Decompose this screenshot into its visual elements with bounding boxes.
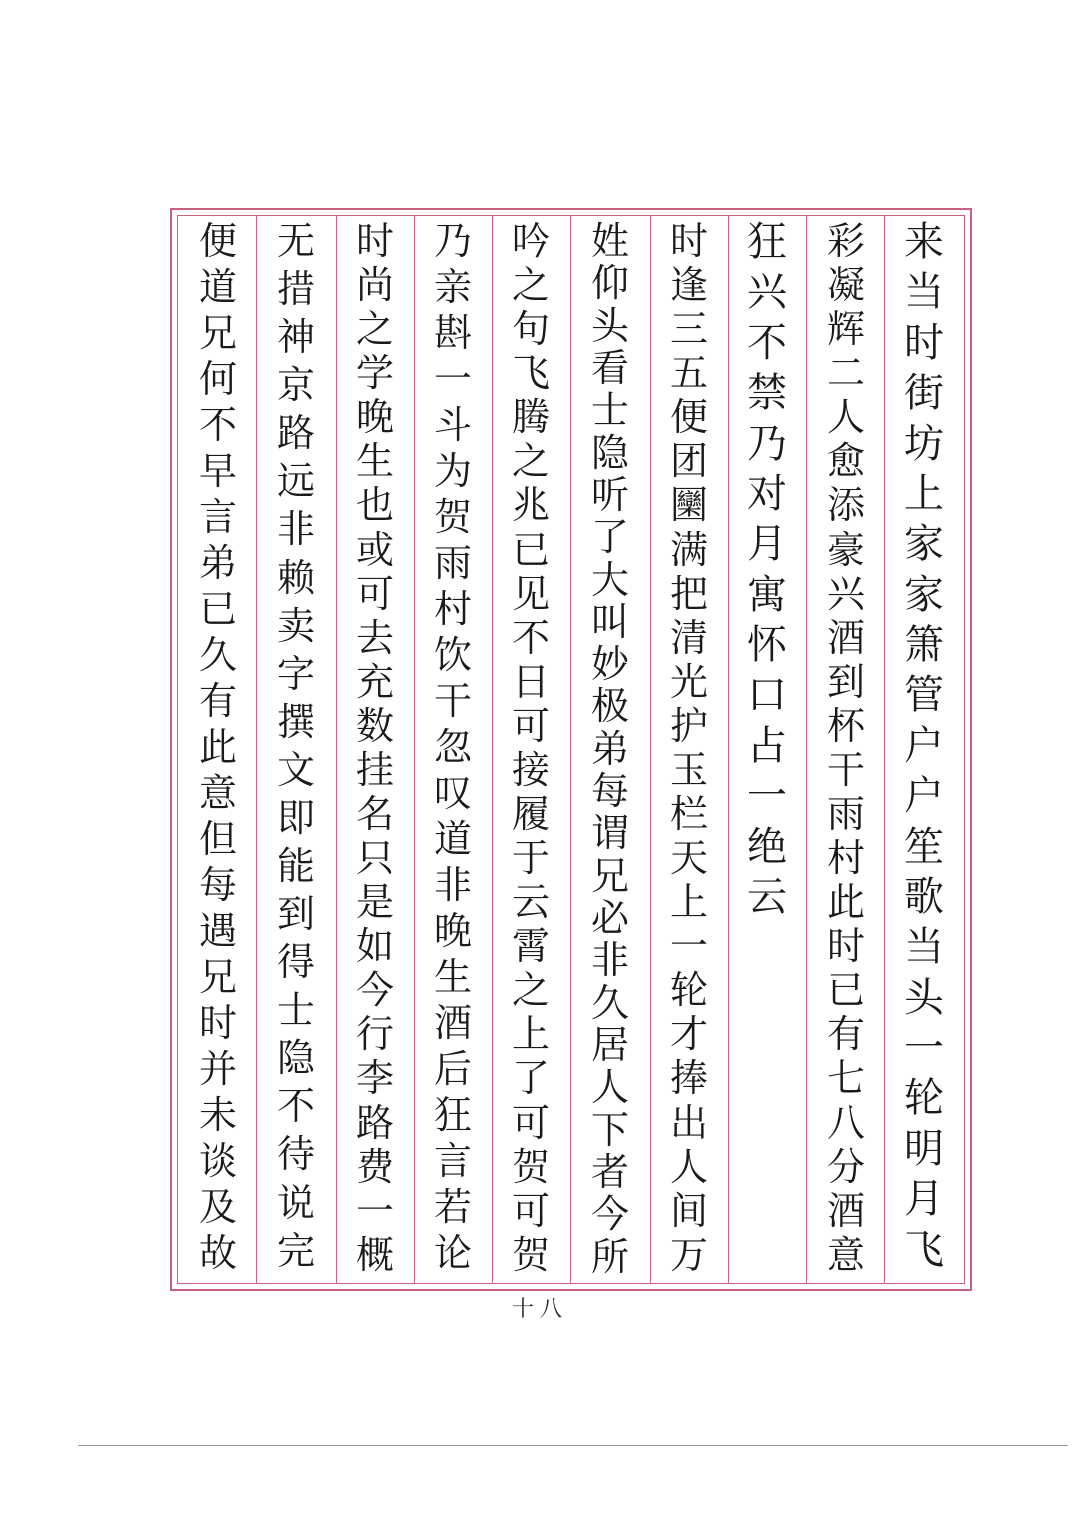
character: 极 [590, 684, 629, 729]
character: 三 [669, 307, 708, 352]
character: 万 [669, 1232, 708, 1277]
character: 也 [355, 483, 394, 528]
character: 凝 [826, 263, 865, 308]
character: 斟 [433, 311, 472, 355]
character: 兴 [826, 571, 865, 616]
character: 飞 [511, 351, 550, 396]
text-column-9 [261, 219, 331, 1280]
character: 卖 [276, 603, 315, 648]
character: 路 [276, 411, 315, 456]
character: 一 [747, 773, 787, 820]
character: 人 [590, 1065, 629, 1110]
character: 饮 [433, 633, 472, 677]
text-column-4 [654, 219, 724, 1280]
character: 叫 [590, 599, 629, 644]
character: 已 [511, 527, 550, 572]
character: 未 [198, 1093, 237, 1137]
text-column-10 [183, 219, 253, 1280]
character: 逢 [669, 263, 708, 308]
character: 接 [511, 747, 550, 792]
character: 如 [355, 924, 394, 969]
character: 贺 [511, 1232, 550, 1277]
character: 当 [904, 924, 944, 971]
character: 栏 [669, 792, 708, 837]
character: 大 [590, 557, 629, 602]
character: 狂 [433, 1093, 472, 1137]
character: 便 [669, 395, 708, 440]
character: 一 [904, 1025, 944, 1071]
character: 到 [826, 659, 865, 704]
character: 妙 [590, 642, 629, 687]
character: 为 [433, 449, 472, 493]
character: 时 [826, 924, 865, 969]
character: 兄 [198, 311, 237, 355]
character: 禁 [747, 370, 787, 417]
character: 添 [826, 483, 865, 528]
character: 说 [276, 1180, 315, 1225]
character: 者 [590, 1149, 629, 1194]
character: 久 [198, 633, 237, 677]
character: 所 [590, 1234, 629, 1279]
character: 干 [433, 679, 472, 723]
page-number: 十八 [511, 1297, 568, 1322]
character: 远 [276, 459, 315, 504]
character: 酒 [433, 1001, 472, 1045]
character: 措 [276, 267, 315, 312]
character: 便 [198, 219, 237, 263]
character: 并 [198, 1047, 237, 1091]
character: 霄 [511, 924, 550, 969]
character: 户 [904, 773, 944, 820]
text-column-7 [418, 219, 488, 1280]
character: 上 [511, 1012, 550, 1057]
character: 分 [826, 1144, 865, 1189]
character: 待 [276, 1132, 315, 1177]
character: 谓 [590, 811, 629, 856]
character: 捧 [669, 1056, 708, 1101]
character: 名 [355, 792, 394, 837]
character: 但 [198, 817, 237, 861]
character: 能 [276, 844, 315, 889]
bottom-rule [78, 1445, 1068, 1446]
character: 叹 [433, 771, 472, 815]
character: 每 [198, 863, 237, 907]
character: 可 [511, 1100, 550, 1145]
column-divider [650, 216, 651, 1283]
character: 酒 [826, 615, 865, 660]
character: 兆 [511, 483, 550, 528]
character: 已 [198, 587, 237, 631]
character: 月 [747, 521, 787, 568]
character: 彩 [826, 219, 865, 263]
character: 履 [511, 792, 550, 837]
character: 团 [669, 439, 708, 484]
character: 早 [198, 449, 237, 493]
character: 对 [747, 470, 787, 517]
character: 人 [826, 395, 865, 440]
character: 学 [355, 351, 394, 396]
character: 忽 [433, 725, 472, 769]
character: 天 [669, 836, 708, 881]
character: 是 [355, 880, 394, 925]
character: 生 [355, 439, 394, 484]
character: 数 [355, 703, 394, 748]
character: 何 [198, 357, 237, 401]
character: 及 [198, 1185, 237, 1229]
character: 雨 [433, 541, 472, 585]
character: 之 [355, 307, 394, 352]
character: 户 [904, 722, 944, 769]
character: 清 [669, 615, 708, 660]
character: 兴 [747, 269, 787, 316]
character: 时 [355, 219, 394, 263]
character: 文 [276, 747, 315, 792]
character: 后 [433, 1047, 472, 1091]
character: 李 [355, 1056, 394, 1101]
character: 今 [590, 1192, 629, 1237]
character: 头 [590, 303, 629, 348]
character: 挂 [355, 747, 394, 792]
character: 不 [198, 403, 237, 447]
character: 隐 [590, 430, 629, 475]
character: 必 [590, 896, 629, 940]
character: 占 [747, 722, 787, 769]
character: 赖 [276, 555, 315, 600]
character: 晚 [433, 909, 472, 953]
character: 非 [433, 863, 472, 907]
character: 时 [669, 219, 708, 263]
character: 下 [590, 1107, 629, 1152]
character: 意 [198, 771, 237, 815]
character: 尚 [355, 263, 394, 308]
character: 言 [198, 495, 237, 539]
character: 日 [511, 659, 550, 704]
character: 来 [904, 219, 944, 265]
character: 村 [433, 587, 472, 631]
character: 姓 [590, 219, 629, 263]
character: 完 [276, 1228, 315, 1273]
character: 兄 [198, 955, 237, 999]
character: 明 [904, 1125, 944, 1172]
text-column-6 [496, 219, 566, 1280]
character: 飞 [904, 1226, 944, 1273]
character: 时 [904, 319, 944, 366]
character: 路 [355, 1100, 394, 1145]
character: 可 [511, 1188, 550, 1233]
character: 箫 [904, 622, 944, 668]
character: 八 [826, 1100, 865, 1145]
character: 笙 [904, 823, 944, 870]
character: 道 [433, 817, 472, 861]
character: 上 [904, 470, 944, 517]
column-divider [884, 216, 885, 1283]
character: 把 [669, 571, 708, 616]
character: 当 [904, 269, 944, 316]
character: 不 [511, 615, 550, 660]
character: 云 [511, 880, 550, 925]
character: 斗 [433, 403, 472, 447]
character: 论 [433, 1231, 472, 1275]
character: 得 [276, 940, 315, 985]
character: 此 [826, 880, 865, 925]
character: 非 [276, 507, 315, 552]
character: 人 [669, 1144, 708, 1189]
character: 头 [904, 974, 944, 1021]
character: 隐 [276, 1036, 315, 1081]
character: 一 [355, 1188, 394, 1233]
character: 雨 [826, 792, 865, 837]
character: 时 [198, 1001, 237, 1045]
column-divider [806, 216, 807, 1283]
character: 有 [826, 1012, 865, 1057]
character: 每 [590, 769, 629, 814]
character: 居 [590, 1022, 629, 1067]
character: 出 [669, 1100, 708, 1145]
character: 光 [669, 659, 708, 704]
character: 看 [590, 345, 629, 390]
character: 乃 [433, 219, 472, 263]
column-divider [414, 216, 415, 1283]
character: 弟 [198, 541, 237, 585]
character: 管 [904, 672, 944, 719]
character: 听 [590, 472, 629, 517]
column-divider [256, 216, 257, 1283]
character: 只 [355, 836, 394, 881]
character: 街 [904, 370, 944, 417]
column-divider [336, 216, 337, 1283]
character: 歌 [904, 873, 944, 920]
character: 二 [826, 351, 865, 396]
character: 或 [355, 527, 394, 572]
character: 撰 [276, 699, 315, 744]
character: 意 [826, 1232, 865, 1277]
character: 非 [590, 938, 629, 983]
character: 句 [511, 307, 550, 352]
character: 遇 [198, 909, 237, 953]
character: 寓 [747, 571, 787, 618]
character: 去 [355, 615, 394, 660]
character: 五 [669, 351, 708, 396]
character: 乃 [747, 420, 787, 467]
character: 辉 [826, 307, 865, 352]
character: 贺 [511, 1144, 550, 1189]
character: 字 [276, 651, 315, 696]
character: 久 [590, 980, 629, 1025]
character: 谈 [198, 1139, 237, 1183]
character: 一 [433, 357, 472, 401]
character: 若 [433, 1185, 472, 1229]
column-divider [492, 216, 493, 1283]
character: 云 [747, 873, 787, 920]
character: 可 [511, 703, 550, 748]
character: 行 [355, 1012, 394, 1057]
character: 概 [355, 1232, 394, 1277]
character: 神 [276, 315, 315, 360]
character: 上 [669, 880, 708, 925]
character: 间 [669, 1188, 708, 1233]
character: 于 [511, 836, 550, 881]
character: 愈 [826, 439, 865, 484]
character: 晚 [355, 395, 394, 440]
character: 兄 [590, 853, 629, 898]
character: 一 [669, 924, 708, 969]
character: 月 [904, 1176, 944, 1223]
character: 可 [355, 571, 394, 616]
text-column-3 [732, 219, 802, 1280]
character: 不 [747, 319, 787, 366]
character: 见 [511, 571, 550, 616]
column-divider [728, 216, 729, 1283]
text-column-2 [811, 219, 881, 1280]
character: 满 [669, 527, 708, 572]
character: 家 [904, 521, 944, 568]
character: 村 [826, 836, 865, 881]
character: 此 [198, 725, 237, 769]
character: 弟 [590, 726, 629, 771]
character: 亲 [433, 265, 472, 309]
character: 吟 [511, 219, 550, 263]
character: 充 [355, 659, 394, 704]
character: 杯 [826, 703, 865, 748]
character: 之 [511, 439, 550, 484]
character: 了 [511, 1056, 550, 1101]
character: 口 [747, 672, 787, 719]
text-column-8 [340, 219, 410, 1280]
character: 费 [355, 1144, 394, 1189]
column-divider [570, 216, 571, 1283]
character: 护 [669, 703, 708, 748]
character: 今 [355, 968, 394, 1013]
character: 豪 [826, 527, 865, 572]
character: 家 [904, 571, 944, 618]
character: 即 [276, 795, 315, 840]
character: 轮 [669, 968, 708, 1013]
character: 士 [590, 388, 629, 433]
character: 京 [276, 363, 315, 408]
character: 之 [511, 263, 550, 308]
character: 故 [198, 1231, 237, 1275]
character: 轮 [904, 1075, 944, 1122]
character: 腾 [511, 395, 550, 440]
character: 有 [198, 679, 237, 723]
character: 生 [433, 955, 472, 999]
character: 坊 [904, 420, 944, 467]
character: 了 [590, 515, 629, 560]
character: 绝 [747, 823, 787, 870]
character: 士 [276, 988, 315, 1033]
character: 已 [826, 968, 865, 1013]
text-column-1 [889, 219, 959, 1280]
character: 酒 [826, 1188, 865, 1233]
text-column-5 [575, 219, 645, 1280]
character: 道 [198, 265, 237, 309]
character: 之 [511, 968, 550, 1013]
character: 才 [669, 1012, 708, 1057]
character: 七 [826, 1056, 865, 1101]
character: 圞 [669, 483, 708, 528]
character: 玉 [669, 747, 708, 792]
character: 到 [276, 892, 315, 937]
character: 狂 [747, 219, 787, 265]
character: 仰 [590, 261, 629, 306]
character: 不 [276, 1084, 315, 1129]
character: 怀 [747, 622, 787, 668]
character: 干 [826, 747, 865, 792]
character: 言 [433, 1139, 472, 1183]
character: 贺 [433, 495, 472, 539]
character: 无 [276, 219, 315, 263]
